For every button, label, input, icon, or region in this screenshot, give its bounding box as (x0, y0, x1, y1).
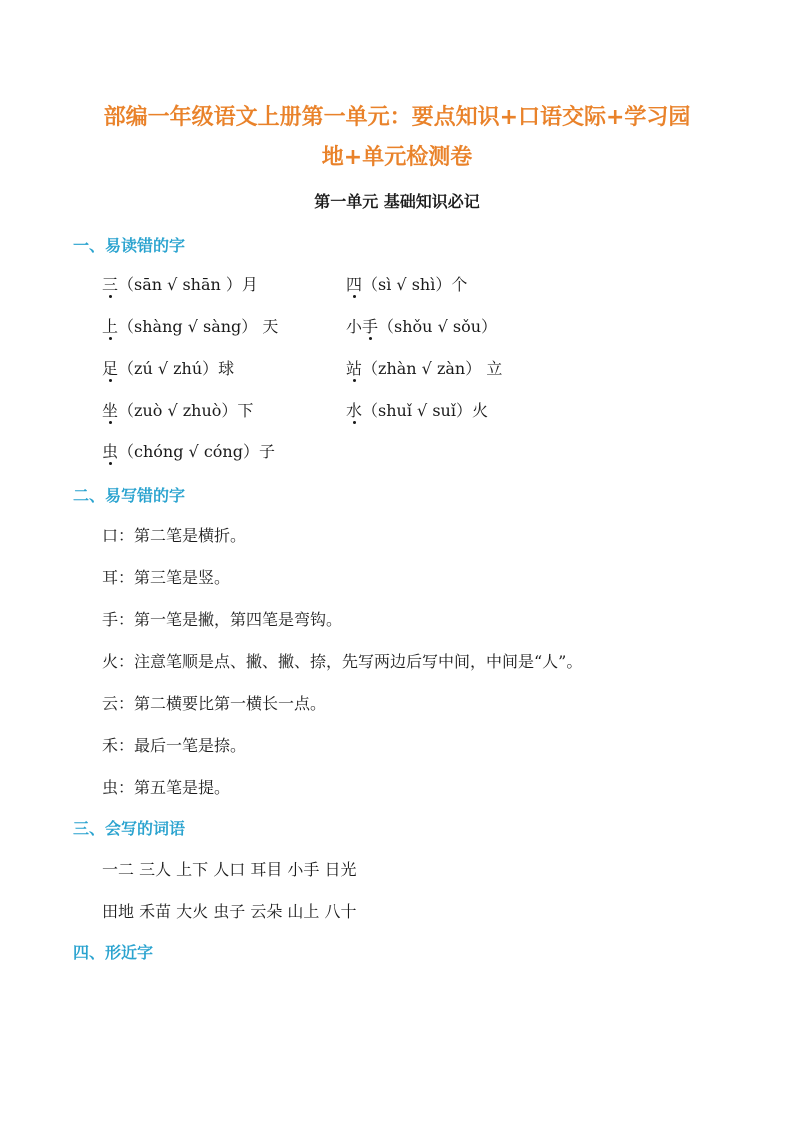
unit-subtitle: 第一单元 基础知识必记 (314, 192, 480, 211)
pinyin-item (346, 314, 497, 337)
pinyin-item (346, 398, 488, 421)
stroke-note: 手：第一笔是撇，第四笔是弯钩。 (102, 610, 343, 629)
stroke-note: 虫：第五笔是提。 (102, 778, 231, 797)
pinyin-choice: （shuǐ √ suǐ）火 (362, 401, 488, 420)
pinyin-choice: （zhàn √ zàn） 立 (362, 359, 503, 378)
dotted-char: 水 (346, 401, 363, 420)
dotted-char: 上 (102, 317, 119, 336)
title-line-1: 部编一年级语文上册第一单元：要点知识+口语交际+学习园 (103, 105, 691, 130)
pinyin-choice: （shǒu √ sǒu） (378, 317, 498, 336)
stroke-note: 火：注意笔顺是点、撇、撇、捺，先写两边后写中间，中间是“人”。 (102, 652, 583, 671)
pinyin-choice: （sì √ shì）个 (362, 275, 468, 294)
pinyin-item (102, 398, 253, 421)
dotted-char: 坐 (102, 401, 119, 420)
stroke-note: 口：第二笔是横折。 (102, 526, 247, 545)
pinyin-choice: （chóng √ cóng）子 (118, 442, 275, 461)
title-line-2: 地+单元检测卷 (321, 145, 473, 170)
pinyin-item (346, 356, 502, 379)
dotted-char: 站 (346, 359, 363, 378)
plain-char: 小 (346, 317, 363, 336)
section-heading-3: 三、会写的词语 (73, 819, 186, 838)
dotted-char: 虫 (102, 442, 119, 461)
pinyin-item (102, 439, 275, 462)
dotted-char: 四 (346, 275, 363, 294)
word-list: 一二 三人 上下 人口 耳目 小手 日光 (102, 860, 357, 879)
stroke-note: 耳：第三笔是竖。 (102, 568, 231, 587)
pinyin-item (102, 272, 258, 295)
section-heading-1: 一、易读错的字 (73, 236, 186, 255)
pinyin-choice: （shàng √ sàng） 天 (118, 317, 279, 336)
word-list: 田地 禾苗 大火 虫子 云朵 山上 八十 (102, 902, 357, 921)
dotted-char: 手 (362, 317, 379, 336)
document-title (40, 98, 754, 178)
pinyin-item (102, 356, 234, 379)
dotted-char: 足 (102, 359, 119, 378)
section-heading-4: 四、形近字 (73, 943, 154, 962)
dotted-char: 三 (102, 275, 119, 294)
stroke-note: 云：第二横要比第一横长一点。 (102, 694, 327, 713)
pinyin-item (346, 272, 467, 295)
pinyin-choice: （sān √ shān ）月 (118, 275, 258, 294)
pinyin-choice: （zuò √ zhuò）下 (118, 401, 254, 420)
pinyin-choice: （zú √ zhú）球 (118, 359, 235, 378)
pinyin-item (102, 314, 278, 337)
stroke-note: 禾：最后一笔是捺。 (102, 736, 247, 755)
section-heading-2: 二、易写错的字 (73, 486, 186, 505)
